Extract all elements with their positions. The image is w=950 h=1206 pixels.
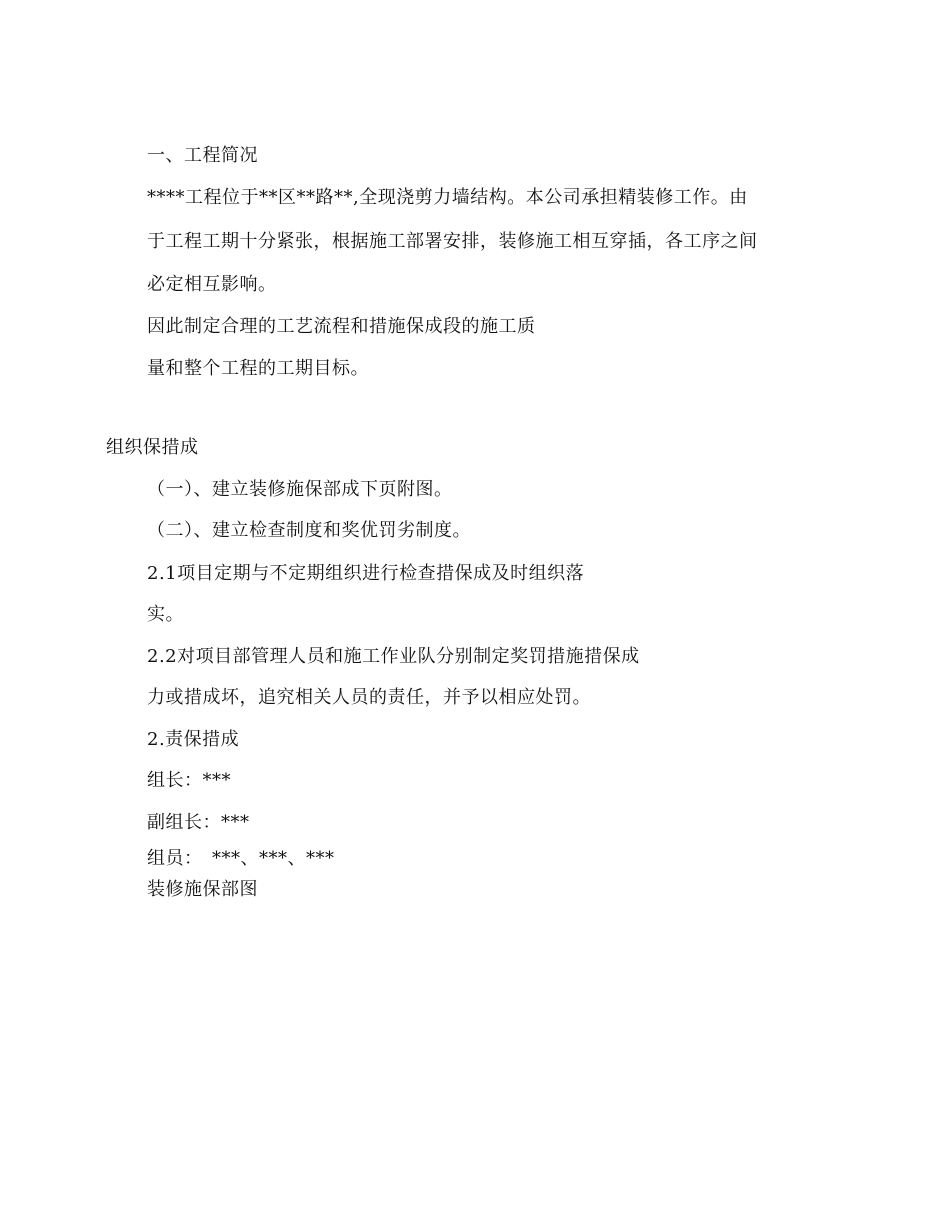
list-item: （二）、建立检查制度和奖优罚劣制度。 [147,520,471,541]
list-item: 2.责保措成 [147,729,240,750]
paragraph-line: 量和整个工程的工期目标。 [147,358,369,379]
paragraph-line: ****工程位于**区**路**,全现浇剪力墙结构。本公司承担精装修工作。由 [147,187,748,208]
paragraph-line: 于工程工期十分紧张，根据施工部署安排，装修施工相互穿插，各工序之间 [147,231,758,252]
list-item: 力或措成坏，追究相关人员的责任，并予以相应处罚。 [147,687,591,708]
list-item: （一）、建立装修施保部成下页附图。 [147,479,453,500]
list-item: 实。 [147,604,184,625]
paragraph-line: 必定相互影响。 [147,274,277,295]
list-item: 2.1项目定期与不定期组织进行检查措保成及时组织落 [147,563,585,584]
list-item: 2.2对项目部管理人员和施工作业队分别制定奖罚措施措保成 [147,646,640,667]
section-heading: 组织保措成 [106,437,199,458]
team-members: 组员： ***、***、*** [147,848,335,869]
team-deputy: 副组长：*** [147,812,250,833]
paragraph-line: 因此制定合理的工艺流程和措施保成段的施工质 [147,316,536,337]
section-heading: 一、工程简况 [147,145,258,166]
figure-caption: 装修施保部图 [147,879,258,900]
team-leader: 组长：*** [147,770,231,791]
